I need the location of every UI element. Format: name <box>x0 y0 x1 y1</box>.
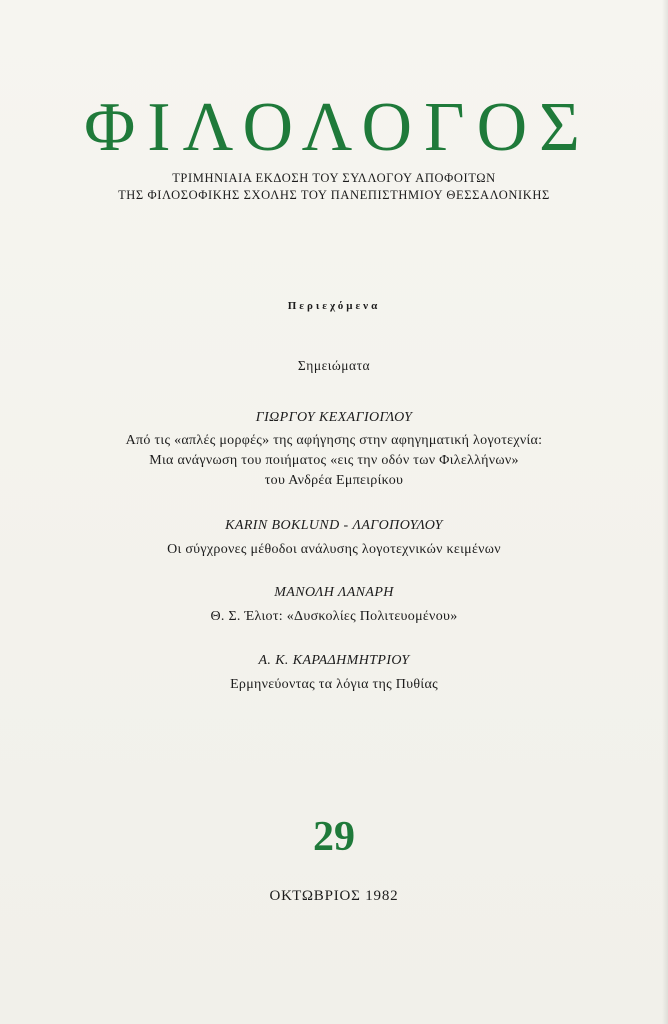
contents-heading: Περιεχόμενα <box>287 300 381 312</box>
issue-number: 29 <box>313 814 355 860</box>
entry-4-author: Α. Κ. ΚΑΡΑΔΗΜΗΤΡΙΟΥ <box>258 653 410 668</box>
entry-4-title-line-1: Ερμηνεύοντας τα λόγια της Πυθίας <box>230 677 438 692</box>
entry-2-author: KARIN BOKLUND - ΛΑΓΟΠΟΥΛΟΥ <box>225 518 443 533</box>
section-heading: Σημειώματα <box>297 358 371 373</box>
issue-date: ΟΚΤΩΒΡΙΟΣ 1982 <box>269 888 399 904</box>
entry-1-title-line-2: Μια ανάγνωση του ποιήματος «εις την οδόν των Φιλελλήνων» <box>149 453 519 468</box>
subtitle-line-1: ΤΡΙΜΗΝΙΑΙΑ ΕΚΔΟΣΗ ΤΟΥ ΣΥΛΛΟΓΟΥ ΑΠΟΦΟΙΤΩΝ <box>172 171 496 185</box>
entry-2-title-line-1: Οι σύγχρονες μέθοδοι ανάλυσης λογοτεχνικών κειμένων <box>167 542 501 557</box>
subtitle-line-2: ΤΗΣ ΦΙΛΟΣΟΦΙΚΗΣ ΣΧΟΛΗΣ ΤΟΥ ΠΑΝΕΠΙΣΤΗΜΙΟΥ ΘΕΣΣΑΛΟΝΙΚΗΣ <box>118 188 550 202</box>
entry-1-title-line-1: Από τις «απλές μορφές» της αφήγησης στην αφηγηματική λογοτεχνία: <box>125 433 543 448</box>
entry-3-author: ΜΑΝΟΛΗ ΛΑΝΑΡΗ <box>274 585 394 600</box>
entry-3-title-line-1: Θ. Σ. Έλιοτ: «Δυσκολίες Πολιτευομένου» <box>210 609 458 624</box>
entry-1-author: ΓΙΩΡΓΟΥ ΚΕΧΑΓΙΟΓΛΟΥ <box>255 410 413 425</box>
page-edge-shadow <box>662 0 668 1024</box>
entry-1-title-line-3: του Ανδρέα Εμπειρίκου <box>264 473 404 488</box>
journal-title: ΦΙΛΟΛΟΓΟΣ <box>84 89 592 166</box>
